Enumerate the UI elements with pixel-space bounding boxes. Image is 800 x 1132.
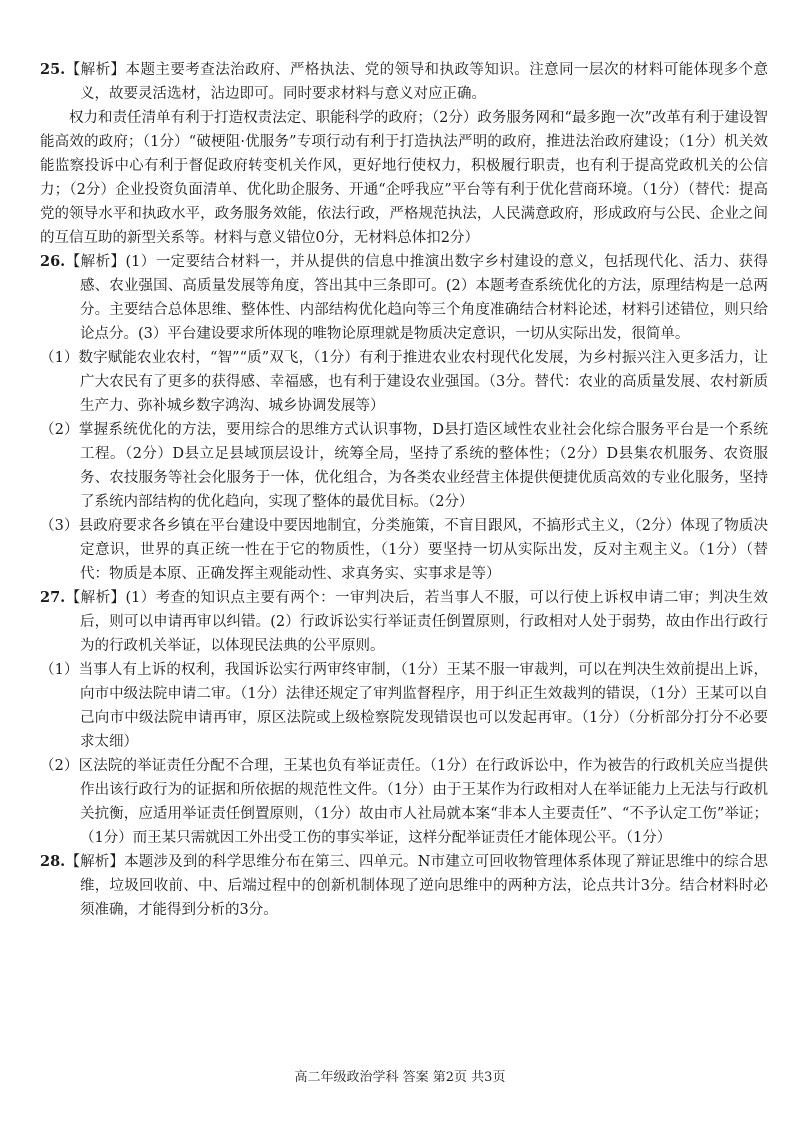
question-number: 25. — [40, 61, 66, 78]
answer-item: （3）县政府要求各乡镇在平台建设中要因地制宜，分类施策，不盲目跟风，不搞形式主义，（2分）体现了物质决定意识，世界的真正统一性在于它的物质性，（1分）要坚持一切从实际出发，反对主观主义。（1分）（替代：物质是本原、正确发挥主观能动性、求真务实、实事求是等） — [40, 518, 768, 582]
answer-content — [40, 58, 768, 922]
answer-item: （1）数字赋能农业农村，“智”“质”双飞，（1分）有利于推进农业农村现代化发展，为乡村振兴注入更多活力，让广大农民有了更多的获得感、幸福感，也有利于建设农业强国。（3分。替代：农业的高质量发展、农村新质生产力、弥补城乡数字鸿沟、城乡协调发展等） — [40, 350, 768, 414]
question-number: 26. — [40, 253, 66, 270]
analysis-text: 【解析】本题主要考查法治政府、严格执法、党的领导和执政等知识。注意同一层次的材料可能体现多个意义，故要灵活选材，沾边即可。同时要求材料与意义对应正确。 — [65, 62, 768, 102]
question-25 — [40, 58, 768, 106]
page-footer: 高二年级政治学科 答案 第2页 共3页 — [294, 1070, 506, 1085]
analysis-text: 【解析】本题涉及到的科学思维分布在第三、四单元。N市建立可回收物管理体系体现了辩证思维中的综合思维，垃圾回收前、中、后端过程中的创新机制体现了逆向思维中的两种方法，论点共计3分。结合材料时必须准确，才能得到分析的3分。 — [65, 854, 768, 918]
answer-item: （1）当事人有上诉的权利，我国诉讼实行两审终审制，（1分）王某不服一审裁判，可以在判决生效前提出上诉，向市中级法院申请二审。（1分）法律还规定了审判监督程序，用于纠正生效裁判的错误，（1分）王某可以自己向市中级法院申请再审，原区法院或上级检察院发现错误也可以发起再审。（1分）（分析部分打分不必要求太细） — [40, 662, 768, 750]
question-number: 27. — [40, 589, 66, 606]
answer-item: （2）掌握系统优化的方法，要用综合的思维方式认识事物，D县打造区域性农业社会化综合服务平台是一个系统工程。（2分）D县立足县域顶层设计，统筹全局，坚持了系统的整体性；（2分）D县集农机服务、农资服务、农技服务等社会化服务于一体，优化组合，为各类农业经营主体提供便捷优质高效的专业化服务，坚持了系统内部结构的优化趋向，实现了整体的最优目标。（2分） — [40, 422, 768, 510]
analysis-text: 【解析】(1）考查的知识点主要有两个：一审判决后，若当事人不服，可以行使上诉权申请二审；判决生效后，则可以申请再审以纠错。(2）行政诉讼实行举证责任倒置原则，行政相对人处于弱势，故由作出行政行为的行政机关举证，以体现民法典的公平原则。 — [65, 590, 768, 654]
answer-paragraph: 权力和责任清单有利于打造权责法定、职能科学的政府；（2分）政务服务网和“最多跑一次”改革有利于建设智能高效的政府；（1分）“破梗阻·优服务”专项行动有利于打造执法严明的政府，推进法治政府建设；（1分）机关效能监察投诉中心有利于督促政府转变机关作风，更好地行使权力，积极履行职责，也有利于提高党政机关的公信力；（2分）企业投资负面清单、优化助企服务、开通“企呼我应”平台等有利于优化营商环境。（1分）（替代：提高党的领导水平和执政水平，政务服务效能，依法行政，严格规范执法，人民满意政府，形成政府与公民、企业之间的互信互助的新型关系等。材料与意义错位0分，无材料总体扣2分） — [40, 110, 768, 246]
question-number: 28. — [40, 853, 66, 870]
question-28 — [40, 850, 768, 922]
question-26 — [40, 250, 768, 346]
question-27 — [40, 586, 768, 658]
analysis-text: 【解析】(1）一定要结合材料一，并从提供的信息中推演出数字乡村建设的意义，包括现代化、活力、获得感、农业强国、高质量发展等角度，答出其中三条即可。(2）本题考查系统优化的方法，原理结构是一总两分。主要结合总体思维、整体性、内部结构优化趋向等三个角度准确结合材料论述，材料引述错位，则只给论点分。(3）平台建设要求所体现的唯物论原理就是物质决定意识，一切从实际出发，很简单。 — [65, 254, 768, 342]
answer-item: （2）区法院的举证责任分配不合理，王某也负有举证责任。（1分）在行政诉讼中，作为被告的行政机关应当提供作出该行政行为的证据和所依据的规范性文件。（1分）由于王某作为行政相对人在举证能力上无法与行政机关抗衡，应适用举证责任倒置原则，（1分）故由市人社局就本案“非本人主要责任”、“不予认定工伤”举证；（1分）而王某只需就因工外出受工伤的事实举证，这样分配举证责任才能体现公平。（1分） — [40, 758, 768, 846]
